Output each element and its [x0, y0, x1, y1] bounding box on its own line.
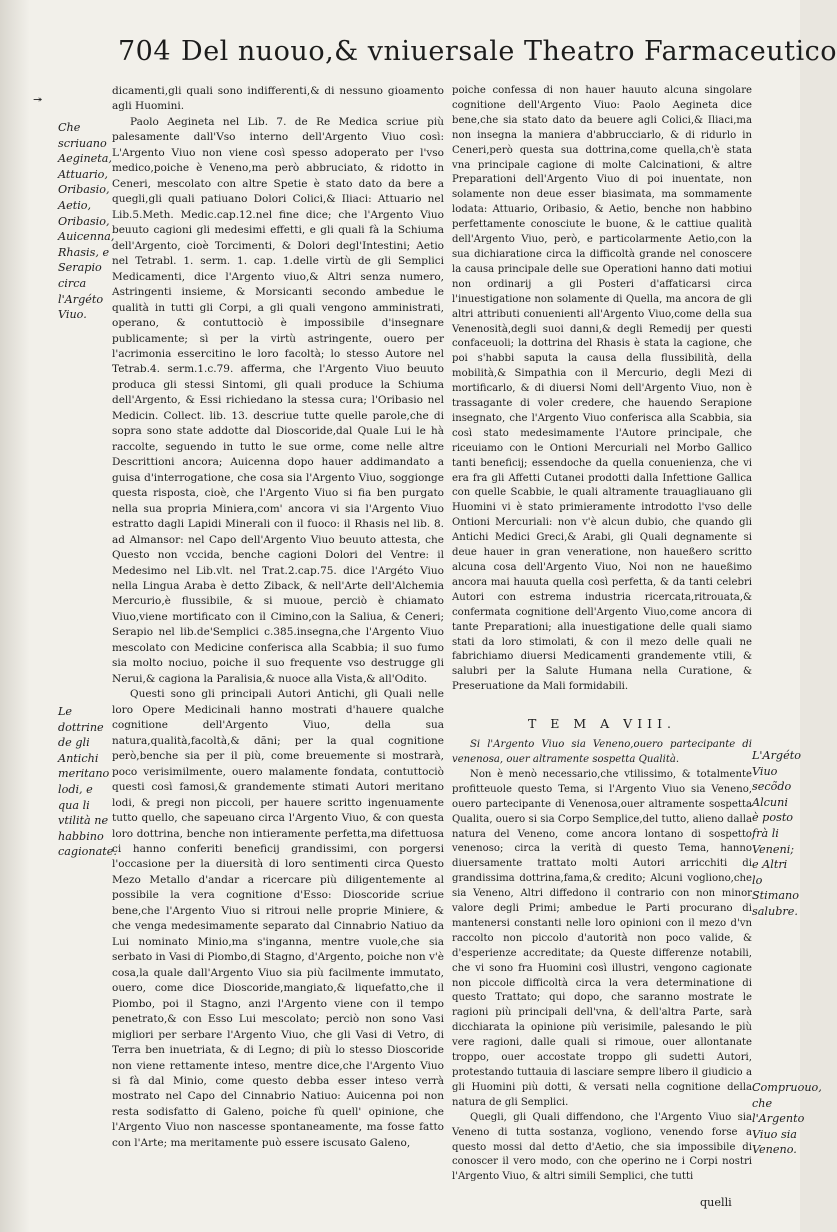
page-number: 704	[118, 36, 172, 67]
margin-note-left-2: Le dottrine de gli Antichi meritano lodi, e qua li vtilità ne habbino cagionate.	[58, 705, 117, 859]
left-column	[112, 84, 444, 1151]
tema-heading: T E M A VIII.	[528, 716, 676, 732]
right-paragraph-0: poiche confessa di non hauer hauuto alcuna singolare cognitione dell'Argento Viuo: Paolo Aegineta dice bene,che sia stato dato da beuere agli Colici,& Iliaci,ma non insegna la maniera d'abbrucciarlo, & di ridurlo in Ceneri,però questa sua dottrina,come quella,ch'è stata vna principale cagione di molte Calcinationi, & altre Preparationi dell'Argento Viuo di poi inuentate, non solamente non deue esser biasimata, ma sommamente lodata: Attuario, Oribasio, & Aetio, benche non habbino perfettamente conosciute le buone, & le cattiue qualità dell'Argento Viuo, però, e particolarmente Aetio,con la sua dichiaratione circa la difficoltà grande nel conoscere la causa principale delle sue Operationi hanno dati motiui non ordinarij a gli Posteri d'affaticarsi circa l'inuestigatione non solamente di Quella, ma ancora de gli altri attributi conuenienti all'Argento Viuo,come della sua Venenosità,degli suoi danni,& degli Remedij per questi confaceuoli; la dottrina del Rhasis è stata la cagione, che poi s'habbi saputa la causa della flussibilità, della mobilità,& Simpathia con il Mercurio, degli Mezi di mortificarlo, & di diuersi Nomi dell'Argento Viuo, non è trassagante di voler credere, che hauendo Serapione insegnato, che l'Argento Viuo conferisca alla Scabbia, sia così stato medesimamente l'Autore principale, che riceuiamo con le Ontioni Mercuriali nel Morbo Gallico tanti beneficij; essendoche da quella conuenienza, che vi era fra gli Affetti Cutanei prodotti dalla Infettione Gallica con quelle Scabbie, le quali altramente trauagliauano gli Huomini vi è stato primieramente introdotto l'vso delle Ontioni Mercuriali: non v'è alcun dubio, che quando gli Antichi Medici Greci,& Arabi, gli Quali degnamente si deue hauer in gran veneratione, non haueßero scritto alcuna cosa dell'Argento Viuo, Noi non ne haueßimo ancora mai hauuta quella così perfetta, & da tanti celebri Autori con estrema industria ricercata,ritrouata,& confermata cognitione dell'Argento Viuo,come ancora di tante Preparationi; alla inuestigatione delle quali siamo stati da loro stimolati, & con il mezo delle quali ne fabrichiamo diuersi Medicamenti grandemente vtili, & salubri per la Salute Humana nella Curatione, & Preseruatione da Mali formidabili.	[452, 85, 752, 693]
running-header	[118, 36, 837, 76]
right-column	[452, 84, 752, 1185]
left-paragraph-2: Questi sono gli principali Autori Antichi, gli Quali nelle loro Opere Medicinali hanno mostrati d'hauere qualche cognitione dell'Argento Viuo, della sua natura,qualità,facoltà,& dãni; per la qual cognitione però,benche sia per il più, come breuemente si mostrarà, poco verisimilmente, ouero malamente fondata, contuttociò questi così famosi,& grandemente stimati Autori meritano lodi, & pregi non piccoli, per hauere scritto ingenuamente tutto quello, che sapeuano circa l'Argento Viuo, & con questa loro dottrina, benche non intieramente perfetta,ma difettuosa ci hanno conferiti beneficij grandissimi, con porgersi l'occasione per la diuersità di loro sentimenti circa Questo Mezo Metallo d'andar a ricercare più diligentemente al possibile la vera cognitione d'Esso: Dioscoride scriue bene,che l'Argento Viuo si ritroui nelle proprie Miniere, & che venga medesimamente separato dal Cinnabrio Natiuo da Lui nominato Minio,ma s'inganna, mentre vuole,che sia serbato in Vasi di Piombo,di Stagno, d'Argento, poiche non v'è cosa,la quale dall'Argento Viuo sia più facilmente immutato, ouero, come dice Dioscoride,mangiato,& liquefatto,che il Piombo, poi il Stagno, anzi l'Argento viene con il tempo penetrato,& con Esso Lui mescolato; perciò non sono Vasi migliori per serbare l'Argento Viuo, che gli Vasi di Vetro, di Terra ben inuetriata, & di Legno; di più lo stesso Dioscoride non viene rettamente inteso, mentre dice,che l'Argento Viuo si fà dal Minio, come questo debba esser inteso verrà mostrato nel Capo del Cinnabrio Natiuo: Auicenna poi non resta sodisfatto di Galeno, poiche fù quell' opinione, che l'Argento Viuo non nascesse spontaneamente, ma fosse fatto con l'Arte; ma meritamente può essere iscusato Galeno,	[112, 688, 444, 1149]
margin-note-right-1: L'Argéto Viuo secõdo Alcuni è posto frà li Veneni; e Altri lo Stimano salubre.	[752, 749, 801, 918]
tema-paragraph-0: Non è menò necessario,che vtilissimo, & totalmente profitteuole questo Tema, si l'Argento Viuo sia Veneno, ouero partecipante di Venenosa,ouer altramente sospetta Qualita, ouero si sia Corpo Semplice,del tutto, alieno dalla natura del Veneno, come ancora lontano di sospetto venenoso; circa la verità di questo Tema, hanno diuersamente trattato molti Autori arricchiti di grandissima dottrina,fama,& credito; Alcuni vogliono,che sia Veneno, Altri diffedono il contrario con non minor valore degli Primi; ambedue le Parti procurano di mantenersi constanti nelle loro opinioni con il mezo d'vn raccolto non piccolo d'autorità non poco valide, & d'esperienze accreditate; da Queste differenze notabili, che vi sono fra Huomini così illustri, vengono cagionate non piccole difficoltà circa la vera determinatione di questo Trattato; qui dopo, che saranno mostrate le ragioni più principali dell'vna, & dell'altra Parte, sarà dicchiarata la opinione più verisimile, palesando le più vere ragioni, dalle quali si rimoue, ouer allontanate troppo, ouer accostate troppo gli sudetti Autori, protestando tuttauia di lasciare sempre libero il giudicio a gli Huomini più dotti, & versati nella cognitione della natura de gli Semplici.	[452, 768, 752, 1108]
margin-note-left-1: Che scriuano Aegineta, Attuario, Oribasio, Aetio, Oribasio, Auicenna, Rhasis, e Serapio circa l'Argéto Viuo.	[58, 121, 115, 322]
printers-mark: ↠	[33, 93, 43, 106]
left-paragraph-0: dicamenti,gli quali sono indifferenti,& di nessuno gioamento agli Huomini.	[112, 85, 444, 113]
running-title: Del nuouo,& vniuersale Theatro Farmaceutico	[181, 36, 837, 67]
tema-subtitle: Si l'Argento Viuo sia Veneno,ouero partecipante di venenosa, ouer altramente sospetta Qualità.	[452, 739, 752, 765]
catchword: quelli	[700, 1196, 732, 1209]
left-paragraph-1: Paolo Aegineta nel Lib. 7. de Re Medica scriue più palesamente dall'Vso interno dell'Argento Viuo così: L'Argento Viuo non viene così spesso adoperato per l'vso medico,poiche è Veneno,ma però abbruciato, & ridotto in Ceneri, mescolato con altre Spetie è stato dato da bere a quegli,gli quali patiuano Dolori Colici,& Iliaci: Attuario nel Lib.5.Meth. Medic.cap.12.nel fine dice; che l'Argento Viuo beuuto cagioni gli medesimi effetti, e gli quali fà la Schiuma dell'Argento, cioè Torcimenti, & Dolori degl'Intestini; Aetio nel Tetrabl. 1. serm. 1. cap. 1.delle virtù de gli Semplici Medicamenti, dice l'Argento viuo,& Altri senza numero, Astringenti insieme, & Morsicanti secondo ambedue le qualità in tutti gli Corpi, a gli quali vengono amministrati, operano, & contuttociò è impossibile d'insegnare publicamente; sì per la virtù astringente, ouero per l'acrimonia essercitino le loro facoltà; lo stesso Autore nel Tetrab.4. serm.1.c.79. afferma, che l'Argento Viuo beuuto produca gli stessi Sintomi, gli quali produce la Schiuma dell'Argento, & Essi richiedano la stessa cura; l'Oribasio nel Medicin. Collect. lib. 13. descriue tutte quelle parole,che di sopra sono state addotte dal Dioscoride,dal Quale Lui le hà raccolte, seguendo in tutto le sue orme, come nelle altre Descrittioni ancora; Auicenna dopo hauer addimandato a guisa d'interrogatione, che cosa sia l'Argento Viuo, soggionge questa risposta, cioè, che l'Argento Viuo si fia ben purgato nella sua propria Miniera,com' ancora vi sia l'Argento Viuo estratto dagli Lapidi Minerali con il fuoco: il Rhasis nel lib. 8. ad Almansor: nel Capo dell'Argento Viuo beuuto attesta, che Questo non vccida, benche cagioni Dolori del Ventre: il Medesimo nel Lib.vlt. nel Trat.2.cap.75. dice l'Argéto Viuo nella Lingua Araba è detto Ziback, & nell'Arte dell'Alchemia Mercurio,è flussibile, & si muoue, perciò è chiamato Viuo,viene mortificato con il Cimino,con la Saliua, & Ceneri; Serapio nel lib.de'Semplici c.385.insegna,che l'Argento Viuo mescolato con Medicine conferisca alla Scabbia; il suo fumo sia molto nociuo, poiche il suo frequente vso destrugge gli Nerui,& cagiona la Paralisia,& nuoce alla Vista,& all'Odito.	[112, 115, 444, 685]
margin-note-right-2: Compruouo, che l'Argento Viuo sia Veneno.	[752, 1081, 822, 1157]
tema-paragraph-1: Quegli, gli Quali diffendono, che l'Argento Viuo sia Veneno di tutta sostanza, vogliono, venendo forse a questo mossi dal detto d'Aetio, che sia impossibile di conoscer il vero modo, con che operino ne i Corpi nostri l'Argento Viuo, & altri simili Semplici, che tutti	[452, 1111, 752, 1183]
